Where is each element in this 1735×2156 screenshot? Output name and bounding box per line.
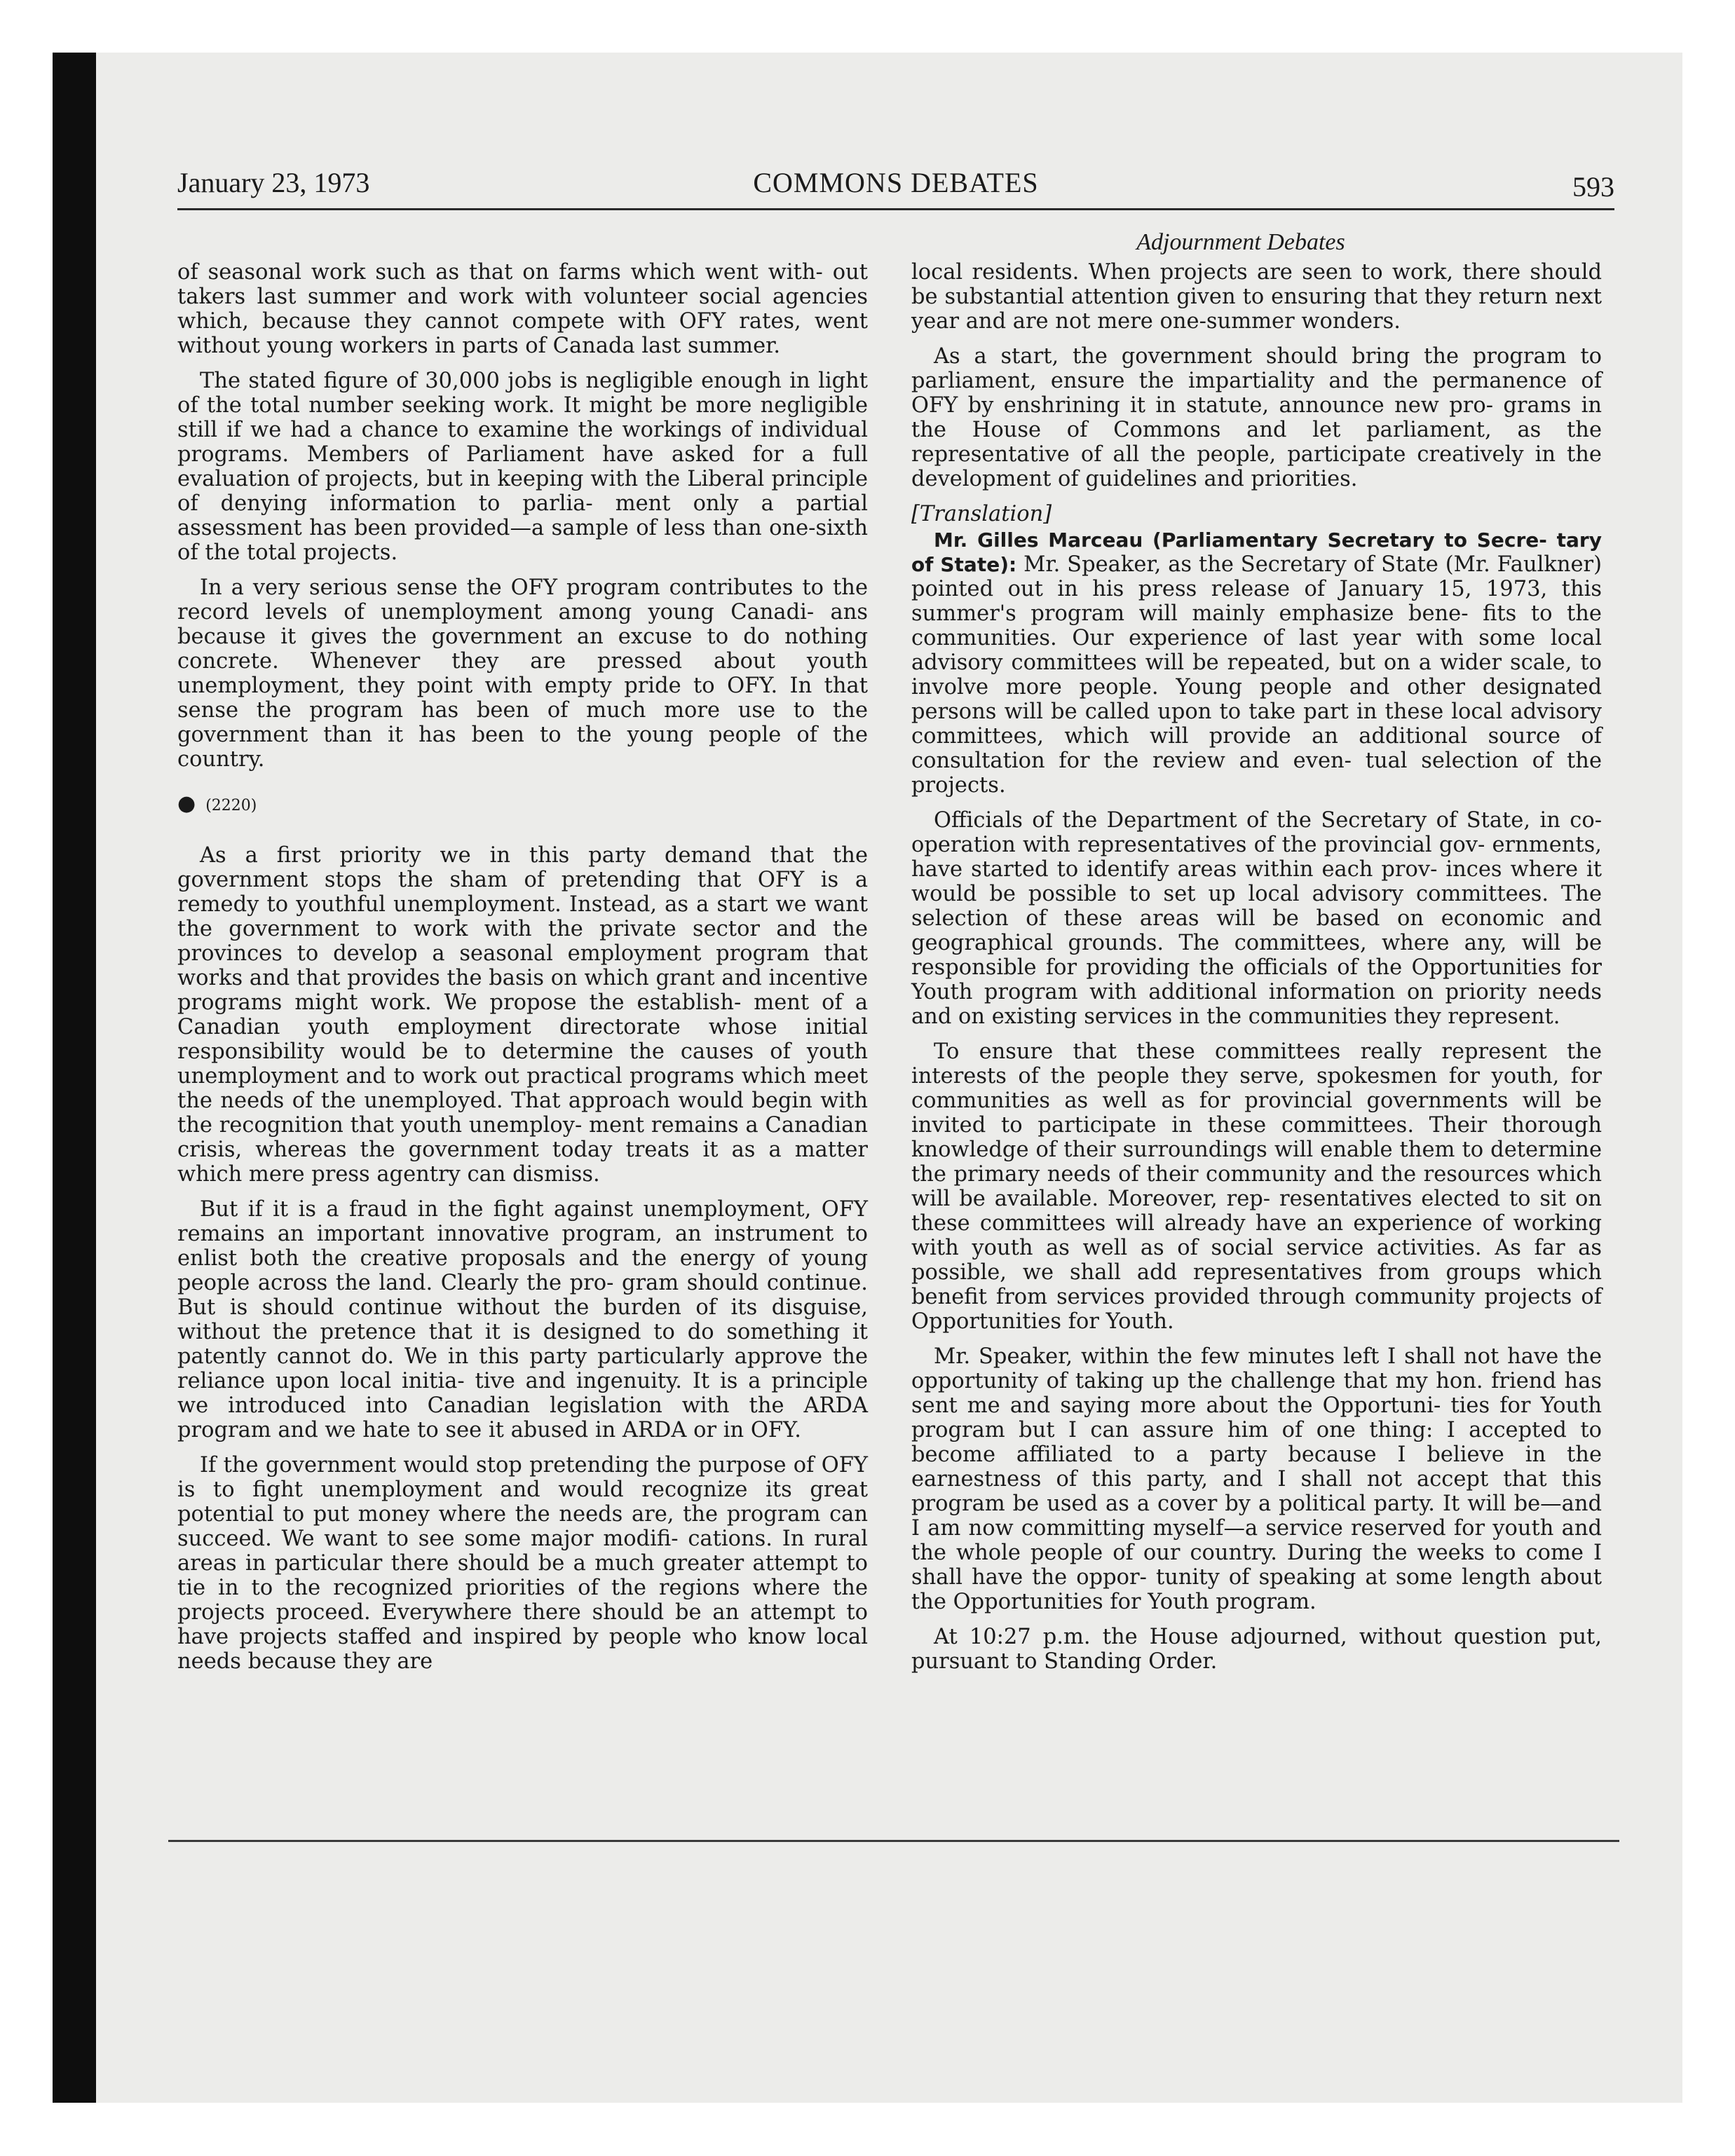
section-title: Adjournment Debates [1136, 229, 1345, 255]
paragraph: To ensure that these committees really represent the interests of the people they serve, spokesmen for youth, for communities as well as for provincial governments will be invited to participate in these committees. Their thorough knowledge of their surroundings will enable them to determine the primary needs of their community and the resources which will be available. Moreover, rep- resentatives elected to sit on these committees will already have an experience of working with youth as well as of social service activities. As far as possible, we shall add representatives from groups which benefit from services provided through community projects of Opportunities for Youth. [911, 1039, 1602, 1334]
right-column [911, 260, 1602, 1684]
paragraph: As a first priority we in this party demand that the government stops the sham of pretending that OFY is a remedy to youthful unemployment. Instead, as a start we want the government to work with the private sector and the provinces to develop a seasonal employment program that works and that provides the basis on which grant and incentive programs might work. We propose the establish- ment of a Canadian youth employment directorate whose initial responsibility would be to determine the causes of youth unemployment and to work out practical programs which meet the needs of the unemployed. That approach would begin with the recognition that youth unemploy- ment remains a Canadian crisis, whereas the government today treats it as a matter which mere press agentry can dismiss. [177, 843, 868, 1187]
footer-rule [168, 1840, 1619, 1842]
paragraph: The stated figure of 30,000 jobs is negligible enough in light of the total number seeking work. It might be more negligible still if we had a chance to examine the workings of individual programs. Members of Parliament have asked for a full evaluation of projects, but in keeping with the Liberal principle of denying information to parlia- ment only a partial assessment has been provided—a sample of less than one-sixth of the total projects. [177, 369, 868, 565]
time-marker-text: (2220) [205, 797, 257, 814]
paragraph: At 10:27 p.m. the House adjourned, without question put, pursuant to Standing Order. [911, 1625, 1602, 1674]
paragraph: Officials of the Department of the Secretary of State, in co-operation with representatives of the provincial gov- ernments, have started to identify areas within each prov- inces where it would be possible to set up local advisory committees. The selection of these areas will be based on economic and geographical grounds. The committees, where any, will be responsible for providing the officials of the Opportunities for Youth program with additional information on priority needs and on existing services in the communities they represent. [911, 808, 1602, 1029]
header-journal-title: COMMONS DEBATES [753, 167, 1039, 198]
paragraph: As a start, the government should bring the program to parliament, ensure the impartiality and the permanence of OFY by enshrining it in statute, announce new pro- grams in the House of Commons and let parliament, as the representative of all the people, participate creatively in the development of guidelines and priorities. [911, 344, 1602, 491]
time-marker [177, 791, 868, 818]
speaker-name: Mr. Gilles Marceau (Parliamentary Secretary to Secre- tary of State): [911, 528, 1602, 576]
paragraph: In a very serious sense the OFY program contributes to the record levels of unemployment among young Canadi- ans because it gives the government an excuse to do nothing concrete. Whenever they are pressed about youth unemployment, they point with empty pride to OFY. In that sense the program has been of much more use to the government than it has been to the young people of the country. [177, 575, 868, 772]
speech-paragraph [911, 528, 1602, 798]
binding-edge [53, 53, 96, 2103]
paragraph: Mr. Speaker, within the few minutes left I shall not have the opportunity of taking up the challenge that my hon. friend has sent me and saying more about the Opportuni- ties for Youth program but I can assure him of one thing: I accepted to become affiliated to a party because I believe in the earnestness of this party, and I shall not accept that this program be used as a cover by a political party. It will be—and I am now committing myself—a service reserved for youth and the whole people of our country. During the weeks to come I shall have the oppor- tunity of speaking at some length about the Opportunities for Youth program. [911, 1344, 1602, 1614]
running-header [177, 166, 1614, 210]
header-date: January 23, 1973 [177, 167, 370, 198]
paragraph: local residents. When projects are seen to work, there should be substantial attention given to ensuring that they return next year and are not mere one-summer wonders. [911, 260, 1602, 334]
page-number: 593 [1572, 171, 1614, 203]
speech-text: Mr. Speaker, as the Secretary of State (Mr. Faulkner) pointed out in his press release of January 15, 1973, this summer's program will mainly emphasize bene- fits to the communities. Our experience of last year with some local advisory committees will be repeated, but on a wider scale, to involve more people. Young people and other designated persons will be called upon to take part in these local advisory committees, which will provide an additional source of consultation for the review and even- tual selection of the projects. [911, 552, 1603, 798]
scanned-page [53, 53, 1682, 2103]
translation-note: [Translation] [911, 502, 1052, 526]
paragraph: of seasonal work such as that on farms which went with- out takers last summer and work with volunteer social agencies which, because they cannot compete with OFY rates, went without young workers in parts of Canada last summer. [177, 260, 868, 358]
bullet-icon: ● [177, 791, 196, 816]
left-column [177, 260, 868, 1684]
paragraph: But if it is a fraud in the fight against unemployment, OFY remains an important innovative program, an instrument to enlist both the creative proposals and the energy of young people across the land. Clearly the pro- gram should continue. But is should continue without the burden of its disguise, without the pretence that it is designed to do something it patently cannot do. We in this party particularly approve the reliance upon local initia- tive and ingenuity. It is a principle we introduced into Canadian legislation with the ARDA program and we hate to see it abused in ARDA or in OFY. [177, 1197, 868, 1442]
paragraph: If the government would stop pretending the purpose of OFY is to fight unemployment and would recognize its great potential to put money where the needs are, the program can succeed. We want to see some major modifi- cations. In rural areas in particular there should be a much greater attempt to tie in to the recognized priorities of the regions where the projects proceed. Everywhere there should be an attempt to have projects staffed and inspired by people who know local needs because they are [177, 1453, 868, 1674]
